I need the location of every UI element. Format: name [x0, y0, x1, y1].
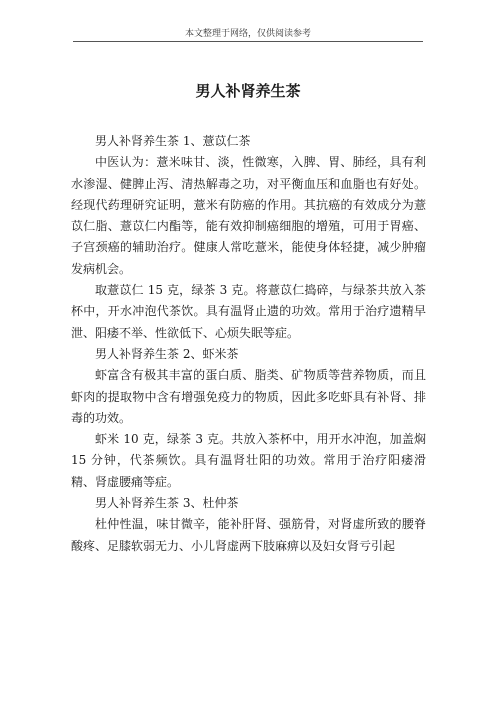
- document-body: [71, 131, 426, 557]
- paragraph: 取薏苡仁 15 克，绿茶 3 克。将薏苡仁捣碎，与绿茶共放入茶杯中，开水冲泡代茶饮。具有温肾止遗的功效。常用于治疗遗精早泄、阳痿不举、性欲低下、心烦失眠等症。: [71, 283, 426, 340]
- section-heading-3: 男人补肾养生茶 3、杜仲茶: [95, 496, 239, 511]
- section-heading-2: 男人补肾养生茶 2、虾米茶: [95, 346, 239, 361]
- header-note: 本文整理于网络，仅供阅读参考: [184, 29, 311, 39]
- paragraph: 虾富含有极其丰富的蛋白质、脂类、矿物质等营养物质，而且虾肉的提取物中含有增强免疫力的物质，因此多吃虾具有补肾、排毒的功效。: [71, 368, 426, 425]
- paragraph: 虾米 10 克，绿茶 3 克。共放入茶杯中，用开水冲泡，加盖焖 15 分钟，代茶频饮。具有温肾壮阳的功效。常用于治疗阳痿滑精、肾虚腰痛等症。: [71, 432, 426, 489]
- section-heading-1: 男人补肾养生茶 1、薏苡仁茶: [95, 134, 251, 148]
- paragraph: 中医认为：薏米味甘、淡，性微寒，入脾、胃、肺经，具有利水渗湿、健脾止泻、清热解毒之功，对平衡血压和血脂也有好处。经现代药理研究证明，薏米有防癌的作用。其抗癌的有效成分为薏苡仁脂、薏苡仁内酯等，能有效抑制癌细胞的增殖，可用于胃癌、子宫颈癌的辅助治疗。健康人常吃薏米，能使身体轻捷，减少肿瘤发病机会。: [71, 155, 426, 276]
- page-title: 男人补肾养生茶: [195, 82, 301, 100]
- paragraph: 杜仲性温，味甘微辛，能补肝肾、强筋骨，对肾虚所致的腰脊酸疼、足膝软弱无力、小儿肾虚两下肢麻痹以及妇女肾亏引起: [71, 517, 426, 553]
- header-divider: [73, 41, 423, 42]
